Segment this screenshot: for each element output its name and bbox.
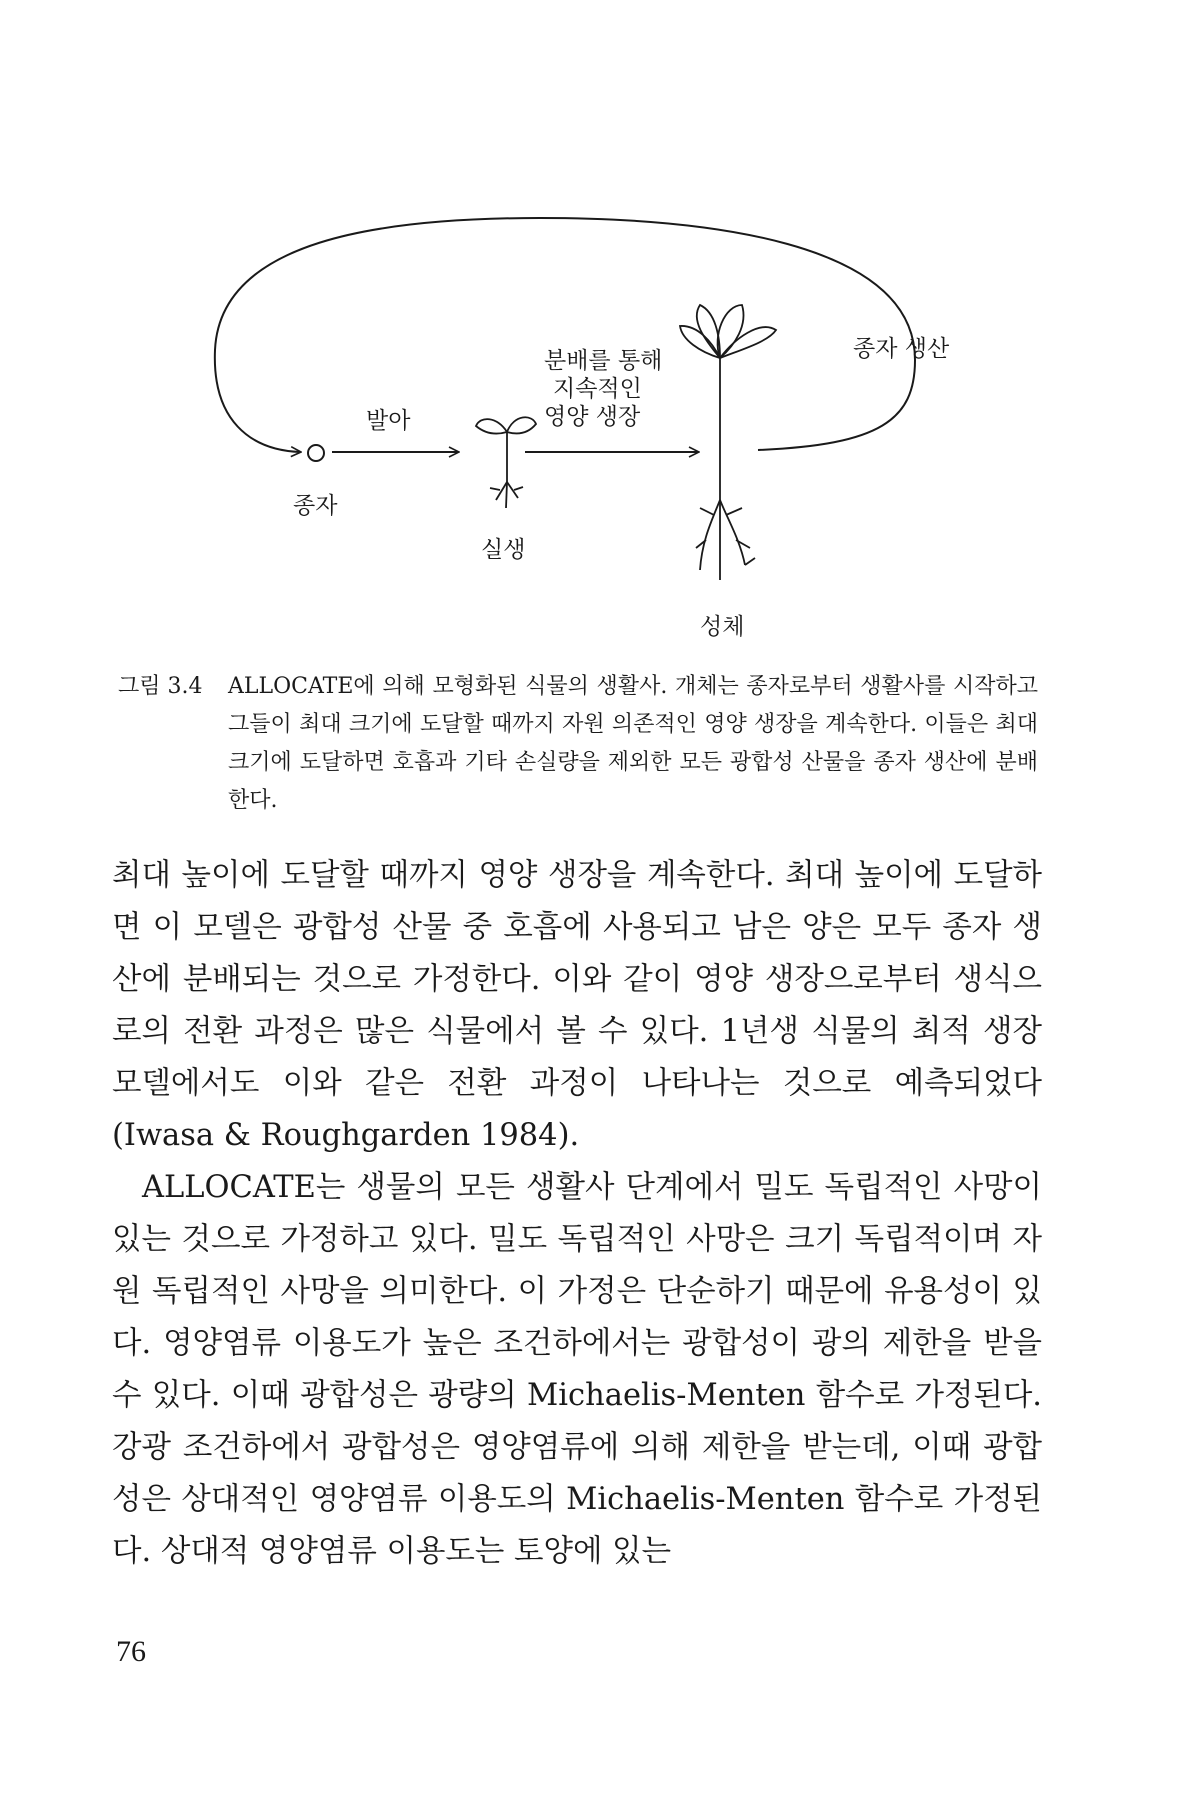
adult-plant-icon <box>680 305 776 580</box>
body-text <box>112 850 1042 1578</box>
label-seed-production: 종자 생산 <box>853 336 950 362</box>
seedling-icon <box>476 417 536 508</box>
caption-text: ALLOCATE에 의해 모형화된 식물의 생활사. 개체는 종자로부터 생활사를 시작하고 그들이 최대 크기에 도달할 때까지 자원 의존적인 영양 생장을 계속한다. 이들은 최대 크기에 도달하면 호흡과 기타 손실량을 제외한 모든 광합성 산물을 종자 생산에 분배한다. <box>228 674 1038 813</box>
life-cycle-diagram <box>0 0 1200 640</box>
seed-icon <box>308 445 324 461</box>
label-seedling: 실생 <box>481 537 526 563</box>
figure-caption <box>118 668 1038 820</box>
page-number: 76 <box>116 1635 146 1668</box>
caption-label: 그림 3.4 <box>118 674 203 699</box>
label-growth-line1: 분배를 통해 <box>544 348 663 374</box>
label-growth-line2: 지속적인 <box>553 376 642 402</box>
paragraph-2: ALLOCATE는 생물의 모든 생활사 단계에서 밀도 독립적인 사망이 있는 것으로 가정하고 있다. 밀도 독립적인 사망은 크기 독립적이며 자원 독립적인 사망을 의미한다. 이 가정은 단순하기 때문에 유용성이 있다. 영양염류 이용도가 높은 조건하에서는 광합성이 광의 제한을 받을 수 있다. 이때 광합성은 광량의 Michaelis-Menten 함수로 가정된다. 강광 조건하에서 광합성은 영양염류에 의해 제한을 받는데, 이때 광합성은 상대적인 영양염류 이용도의 Michaelis-Menten 함수로 가정된다. 상대적 영양염류 이용도는 토양에 있는 <box>112 1170 1042 1569</box>
label-germination: 발아 <box>366 408 411 434</box>
label-adult: 성체 <box>700 614 745 640</box>
paragraph-1: 최대 높이에 도달할 때까지 영양 생장을 계속한다. 최대 높이에 도달하면 이 모델은 광합성 산물 중 호흡에 사용되고 남은 양은 모두 종자 생산에 분배되는 것으로 가정한다. 이와 같이 영양 생장으로부터 생식으로의 전환 과정은 많은 식물에서 볼 수 있다. 1년생 식물의 최적 생장 모델에서도 이와 같은 전환 과정이 나타나는 것으로 예측되었다(Iwasa & Roughgarden 1984). <box>112 858 1042 1153</box>
label-growth-line3: 영양 생장 <box>544 404 641 430</box>
label-seed: 종자 <box>293 493 338 519</box>
